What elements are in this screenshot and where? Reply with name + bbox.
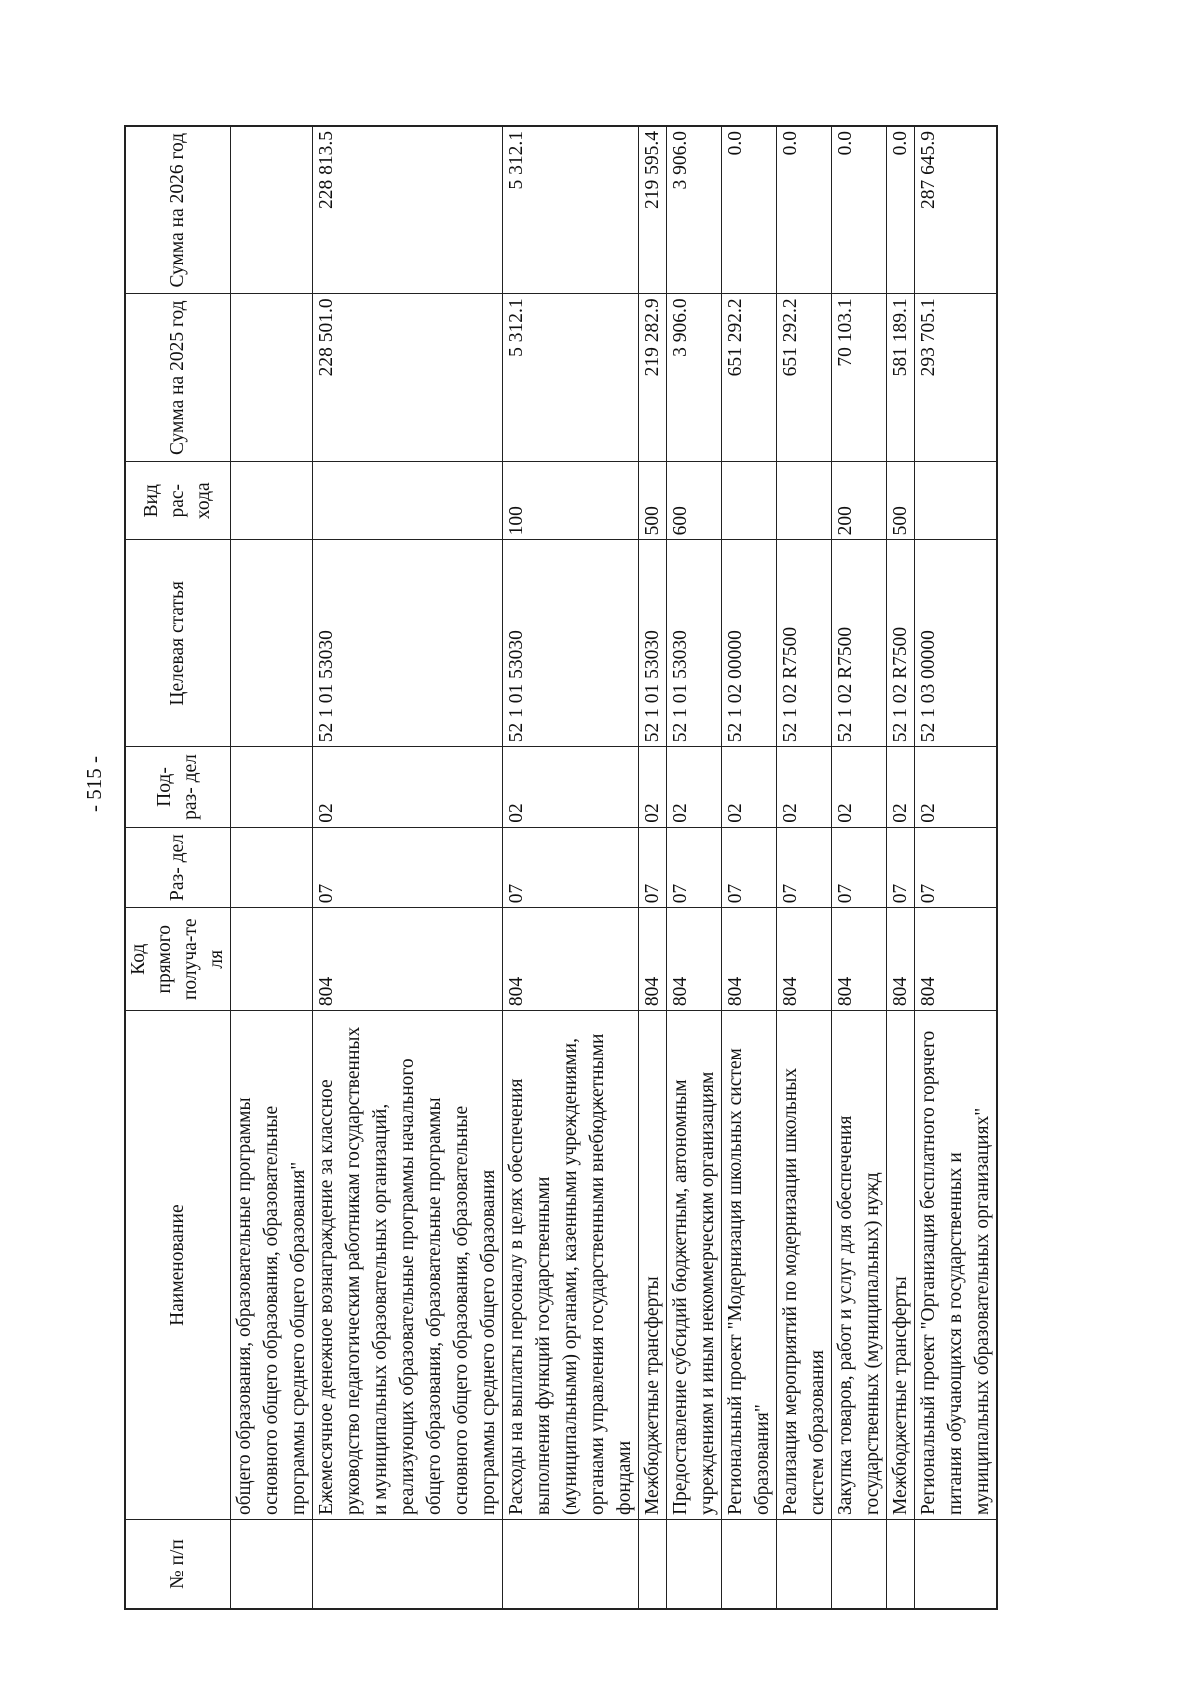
row-razdel: 07 bbox=[887, 827, 915, 908]
row-code: 804 bbox=[887, 908, 915, 1011]
row-sum-2026: 219 595.4 bbox=[639, 126, 667, 294]
row-code: 804 bbox=[777, 908, 832, 1011]
row-sum-2025: 70 103.1 bbox=[832, 294, 887, 462]
row-razdel: 07 bbox=[639, 827, 667, 908]
row-vid: 100 bbox=[503, 462, 639, 540]
row-sum-2025: 3 906.0 bbox=[667, 294, 722, 462]
row-razdel: 07 bbox=[915, 827, 998, 908]
row-num bbox=[777, 1520, 832, 1609]
row-sum-2026: 0.0 bbox=[777, 126, 832, 294]
row-name: Региональный проект "Организация бесплатного горячего питания обучающихся в государственных и муниципальных образовательных организациях" bbox=[915, 1011, 998, 1520]
row-target: 52 1 01 53030 bbox=[667, 540, 722, 747]
header-row bbox=[125, 126, 231, 1609]
row-razdel bbox=[231, 827, 313, 908]
row-podrazdel: 02 bbox=[639, 747, 667, 828]
row-sum-2025: 581 189.1 bbox=[887, 294, 915, 462]
header-sum-2025: Сумма на 2025 год bbox=[125, 294, 231, 462]
row-sum-2026: 287 645.9 bbox=[915, 126, 998, 294]
row-razdel: 07 bbox=[667, 827, 722, 908]
row-vid bbox=[231, 462, 313, 540]
page-number: - 515 - bbox=[82, 756, 106, 812]
header-code: Код прямого получа-те ля bbox=[125, 908, 231, 1011]
header-target: Целевая статья bbox=[125, 540, 231, 747]
row-code: 804 bbox=[667, 908, 722, 1011]
table-row bbox=[503, 126, 639, 1609]
row-name: Расходы на выплаты персоналу в целях обеспечения выполнения функций государственными (муниципальными) органами, казенными учреждениями, органами управления государственными внебюджетными фондами bbox=[503, 1011, 639, 1520]
row-target: 52 1 02 R7500 bbox=[887, 540, 915, 747]
row-podrazdel: 02 bbox=[887, 747, 915, 828]
row-vid: 500 bbox=[887, 462, 915, 540]
row-name: общего образования, образовательные программы основного общего образования, образовательные программы среднего общего образования" bbox=[231, 1011, 313, 1520]
row-code: 804 bbox=[915, 908, 998, 1011]
row-sum-2025: 228 501.0 bbox=[313, 294, 503, 462]
row-target: 52 1 01 53030 bbox=[639, 540, 667, 747]
row-code: 804 bbox=[313, 908, 503, 1011]
table-row bbox=[832, 126, 887, 1609]
row-num bbox=[887, 1520, 915, 1609]
row-razdel: 07 bbox=[832, 827, 887, 908]
row-vid bbox=[915, 462, 998, 540]
row-num bbox=[639, 1520, 667, 1609]
row-podrazdel: 02 bbox=[667, 747, 722, 828]
row-vid bbox=[313, 462, 503, 540]
row-target: 52 1 01 53030 bbox=[313, 540, 503, 747]
header-sum-2026: Сумма на 2026 год bbox=[125, 126, 231, 294]
row-sum-2026: 0.0 bbox=[832, 126, 887, 294]
row-vid: 200 bbox=[832, 462, 887, 540]
header-razdel: Раз- дел bbox=[125, 827, 231, 908]
row-sum-2026: 5 312.1 bbox=[503, 126, 639, 294]
row-num bbox=[667, 1520, 722, 1609]
row-podrazdel: 02 bbox=[915, 747, 998, 828]
row-sum-2025: 651 292.2 bbox=[777, 294, 832, 462]
table-row bbox=[887, 126, 915, 1609]
row-name: Реализация мероприятий по модернизации школьных систем образования bbox=[777, 1011, 832, 1520]
row-num bbox=[231, 1520, 313, 1609]
table-row bbox=[915, 126, 998, 1609]
row-sum-2026: 0.0 bbox=[887, 126, 915, 294]
row-vid bbox=[777, 462, 832, 540]
row-podrazdel: 02 bbox=[313, 747, 503, 828]
rotated-page bbox=[124, 125, 1124, 1610]
row-podrazdel: 02 bbox=[503, 747, 639, 828]
row-num bbox=[915, 1520, 998, 1609]
table-row bbox=[777, 126, 832, 1609]
row-name: Межбюджетные трансферты bbox=[887, 1011, 915, 1520]
row-target: 52 1 02 R7500 bbox=[777, 540, 832, 747]
header-num: № п/п bbox=[125, 1520, 231, 1609]
row-sum-2026 bbox=[231, 126, 313, 294]
row-vid: 600 bbox=[667, 462, 722, 540]
row-sum-2025: 293 705.1 bbox=[915, 294, 998, 462]
row-target: 52 1 02 R7500 bbox=[832, 540, 887, 747]
row-sum-2025: 651 292.2 bbox=[722, 294, 777, 462]
row-razdel: 07 bbox=[722, 827, 777, 908]
row-razdel: 07 bbox=[313, 827, 503, 908]
row-num bbox=[503, 1520, 639, 1609]
row-num bbox=[722, 1520, 777, 1609]
row-name: Ежемесячное денежное вознаграждение за классное руководство педагогическим работникам государственных и муниципальных образовательных организаций, реализующих образовательные программы начального общего образования, образовательные программы основного общего образования, образовательные программы среднего общего образования bbox=[313, 1011, 503, 1520]
row-sum-2026: 0.0 bbox=[722, 126, 777, 294]
row-podrazdel: 02 bbox=[777, 747, 832, 828]
table-row bbox=[639, 126, 667, 1609]
row-code: 804 bbox=[503, 908, 639, 1011]
row-podrazdel bbox=[231, 747, 313, 828]
row-target: 52 1 02 00000 bbox=[722, 540, 777, 747]
row-code bbox=[231, 908, 313, 1011]
row-code: 804 bbox=[722, 908, 777, 1011]
row-code: 804 bbox=[639, 908, 667, 1011]
row-sum-2026: 3 906.0 bbox=[667, 126, 722, 294]
row-podrazdel: 02 bbox=[722, 747, 777, 828]
row-vid bbox=[722, 462, 777, 540]
row-sum-2025 bbox=[231, 294, 313, 462]
row-razdel: 07 bbox=[777, 827, 832, 908]
row-num bbox=[832, 1520, 887, 1609]
row-name: Предоставление субсидий бюджетным, автономным учреждениям и иным некоммерческим организациям bbox=[667, 1011, 722, 1520]
table-row bbox=[231, 126, 313, 1609]
table-row bbox=[722, 126, 777, 1609]
table-row bbox=[667, 126, 722, 1609]
row-sum-2025: 5 312.1 bbox=[503, 294, 639, 462]
row-target: 52 1 03 00000 bbox=[915, 540, 998, 747]
row-code: 804 bbox=[832, 908, 887, 1011]
row-target: 52 1 01 53030 bbox=[503, 540, 639, 747]
row-name: Региональный проект "Модернизация школьных систем образования" bbox=[722, 1011, 777, 1520]
header-vid: Вид рас- хода bbox=[125, 462, 231, 540]
row-name: Закупка товаров, работ и услуг для обеспечения государственных (муниципальных) нужд bbox=[832, 1011, 887, 1520]
budget-table bbox=[124, 125, 998, 1610]
row-razdel: 07 bbox=[503, 827, 639, 908]
header-name: Наименование bbox=[125, 1011, 231, 1520]
row-sum-2026: 228 813.5 bbox=[313, 126, 503, 294]
row-sum-2025: 219 282.9 bbox=[639, 294, 667, 462]
table-row bbox=[313, 126, 503, 1609]
row-name: Межбюджетные трансферты bbox=[639, 1011, 667, 1520]
header-podrazdel: Под- раз- дел bbox=[125, 747, 231, 828]
row-vid: 500 bbox=[639, 462, 667, 540]
row-podrazdel: 02 bbox=[832, 747, 887, 828]
row-num bbox=[313, 1520, 503, 1609]
row-target bbox=[231, 540, 313, 747]
